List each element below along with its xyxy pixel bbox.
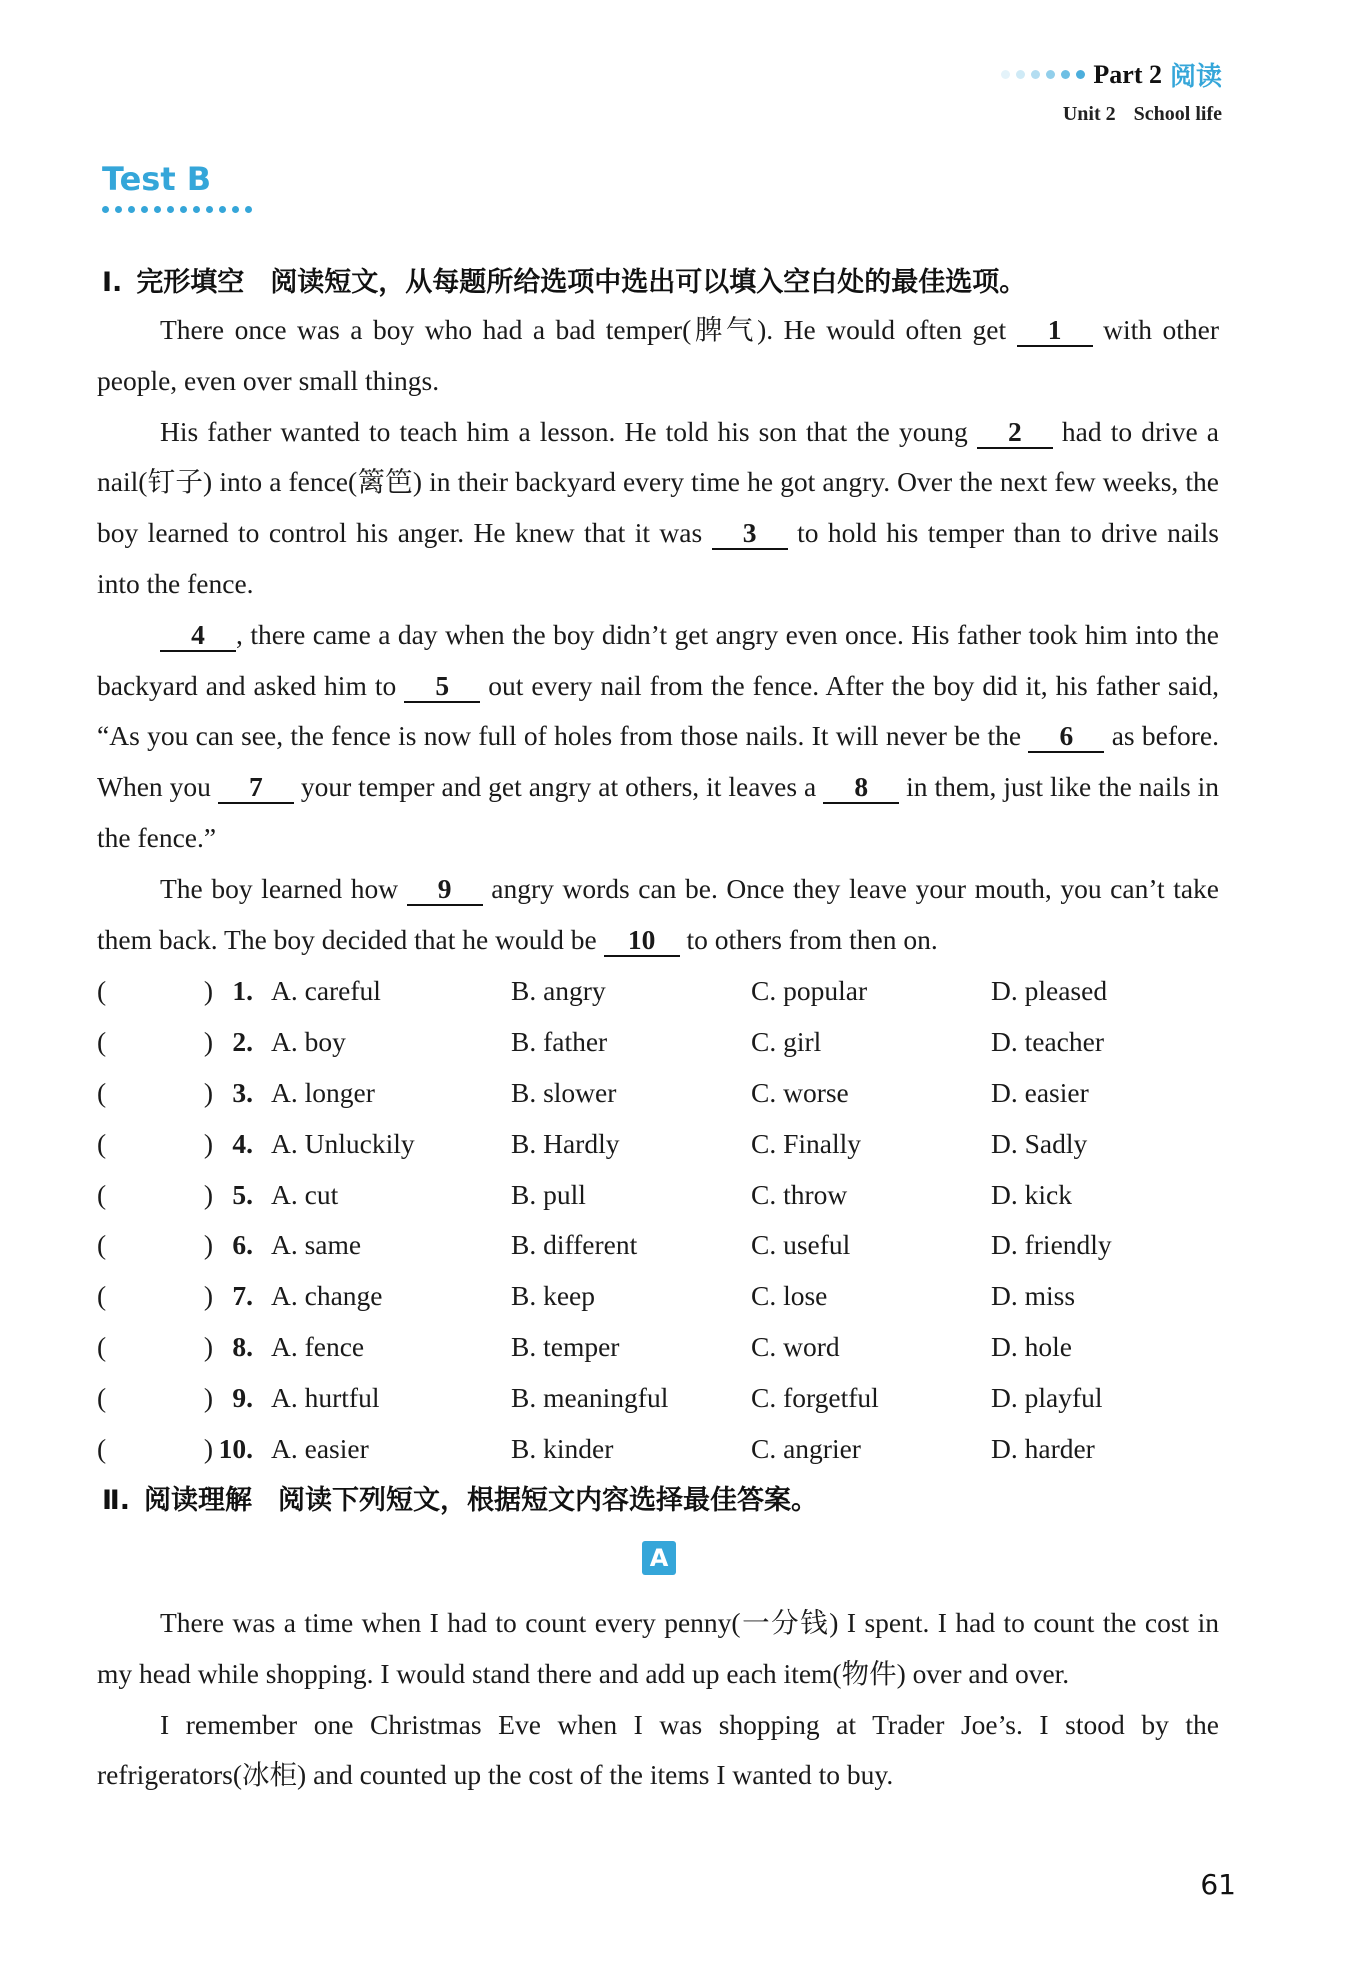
decorative-dots	[1001, 70, 1085, 79]
option-b[interactable]: B. father	[511, 1026, 608, 1058]
unit-number: Unit 2	[1062, 103, 1116, 125]
question-number: 8.	[232, 1330, 253, 1362]
blank-3[interactable]: 3	[712, 518, 788, 550]
option-c[interactable]: C. useful	[751, 1229, 851, 1261]
option-a[interactable]: A. careful	[271, 975, 381, 1007]
option-a[interactable]: A. hurtful	[271, 1381, 380, 1413]
answer-box[interactable]: ( )	[97, 1026, 213, 1058]
question-number: 10.	[218, 1432, 253, 1464]
option-d[interactable]: D. kick	[991, 1178, 1072, 1210]
option-d[interactable]: D. hole	[991, 1330, 1072, 1362]
question-number: 4.	[232, 1127, 253, 1159]
option-d[interactable]: D. miss	[991, 1280, 1076, 1312]
question-number: 3.	[232, 1076, 253, 1108]
cloze-paragraph-1: There once was a boy who had a bad temper(脾气). He would often get 1 with other people, even over small things.	[97, 314, 1220, 396]
blank-5[interactable]: 5	[404, 671, 480, 703]
option-b[interactable]: B. meaningful	[511, 1381, 669, 1413]
answer-box[interactable]: ( )	[97, 975, 213, 1007]
passage-a-paragraph-1: There was a time when I had to count every penny(一分钱) I spent. I had to count the cost in my head while shopping. I would stand there and add up each item(物件) over and over.	[97, 1607, 1219, 1689]
question-row	[97, 1220, 1227, 1271]
question-row	[97, 1322, 1227, 1373]
option-a[interactable]: A. change	[271, 1280, 383, 1312]
section-name: 阅读理解	[144, 1485, 253, 1516]
option-c[interactable]: C. popular	[751, 975, 868, 1007]
option-c[interactable]: C. angrier	[751, 1432, 861, 1464]
question-row	[97, 1372, 1227, 1423]
section-number: Ⅱ.	[102, 1485, 131, 1516]
question-row	[97, 1271, 1227, 1322]
option-b[interactable]: B. temper	[511, 1330, 620, 1362]
section-number: Ⅰ.	[102, 267, 123, 298]
question-number: 6.	[232, 1229, 253, 1261]
question-number: 1.	[232, 975, 253, 1007]
question-number: 2.	[232, 1026, 253, 1058]
answer-box[interactable]: ( )	[97, 1178, 213, 1210]
option-d[interactable]: D. Sadly	[991, 1127, 1088, 1159]
option-a[interactable]: A. Unluckily	[271, 1127, 415, 1159]
section-2-heading	[102, 1478, 818, 1517]
unit-title: School life	[1133, 103, 1222, 125]
title-underline-dots	[102, 206, 252, 213]
option-c[interactable]: C. throw	[751, 1178, 848, 1210]
part-chinese-label: 阅读	[1169, 62, 1222, 92]
question-row	[97, 1068, 1227, 1119]
option-a[interactable]: A. boy	[271, 1026, 346, 1058]
option-c[interactable]: C. word	[751, 1330, 840, 1362]
blank-6[interactable]: 6	[1028, 721, 1104, 753]
test-heading	[102, 160, 252, 213]
passage-a-badge: A	[642, 1541, 676, 1575]
section-1-heading	[102, 260, 1026, 299]
option-d[interactable]: D. easier	[991, 1076, 1089, 1108]
question-row	[97, 1423, 1227, 1474]
question-row	[97, 1017, 1227, 1068]
page-number: 61	[1200, 1868, 1236, 1901]
question-number: 5.	[232, 1178, 253, 1210]
option-b[interactable]: B. angry	[511, 975, 606, 1007]
blank-1[interactable]: 1	[1017, 315, 1093, 347]
option-d[interactable]: D. teacher	[991, 1026, 1104, 1058]
option-a[interactable]: A. cut	[271, 1178, 339, 1210]
question-number: 9.	[232, 1381, 253, 1413]
option-a[interactable]: A. longer	[271, 1076, 375, 1108]
blank-8[interactable]: 8	[823, 772, 899, 804]
blank-10[interactable]: 10	[604, 925, 680, 957]
cloze-paragraph-4: The boy learned how 9 angry words can be. Once they leave your mouth, you can’t take them back. The boy decided that he would be 10 to others from then on.	[97, 872, 1220, 955]
question-row	[97, 1169, 1227, 1220]
answer-box[interactable]: ( )	[97, 1076, 213, 1108]
answer-box[interactable]: ( )	[97, 1127, 213, 1159]
passage-a-paragraph-2: I remember one Christmas Eve when I was shopping at Trader Joe’s. I stood by the refrigerators(冰柜) and counted up the cost of the items I wanted to buy.	[97, 1708, 1219, 1791]
option-c[interactable]: C. worse	[751, 1076, 849, 1108]
option-a[interactable]: A. same	[271, 1229, 362, 1261]
option-b[interactable]: B. Hardly	[511, 1127, 620, 1159]
option-b[interactable]: B. slower	[511, 1076, 617, 1108]
option-d[interactable]: D. playful	[991, 1381, 1103, 1413]
blank-9[interactable]: 9	[407, 874, 483, 906]
blank-2[interactable]: 2	[977, 417, 1053, 449]
option-b[interactable]: B. keep	[511, 1280, 596, 1312]
answer-box[interactable]: ( )	[97, 1381, 213, 1413]
answer-box[interactable]: ( )	[97, 1229, 213, 1261]
question-row	[97, 1118, 1227, 1169]
section-instruction: 阅读下列短文，根据短文内容选择最佳答案。	[278, 1485, 819, 1516]
section-instruction: 阅读短文，从每题所给选项中选出可以填入空白处的最佳选项。	[270, 267, 1027, 298]
reading-passage-a	[97, 1598, 1219, 1801]
blank-4[interactable]: 4	[160, 620, 236, 652]
cloze-passage	[97, 305, 1219, 965]
option-c[interactable]: C. forgetful	[751, 1381, 879, 1413]
unit-label	[1001, 103, 1222, 126]
option-a[interactable]: A. easier	[271, 1432, 369, 1464]
cloze-paragraph-3: 4 , there came a day when the boy didn’t get angry even once. His father took him into the backyard and asked him to 5 out every nail from the fence. After the boy did it, his father said, “As you can see, the fence is now full of holes from those nails. It will never be the 6 as before. When you 7 your temper and get angry at others, it leaves a 8 in them, just like the nails in the fence.”	[97, 618, 1220, 853]
question-number: 7.	[232, 1280, 253, 1312]
page-header	[1001, 56, 1222, 126]
option-b[interactable]: B. pull	[511, 1178, 586, 1210]
option-c[interactable]: C. lose	[751, 1280, 828, 1312]
option-b[interactable]: B. kinder	[511, 1432, 614, 1464]
option-b[interactable]: B. different	[511, 1229, 638, 1261]
option-c[interactable]: C. girl	[751, 1026, 822, 1058]
blank-7[interactable]: 7	[218, 772, 294, 804]
option-d[interactable]: D. harder	[991, 1432, 1095, 1464]
test-title: Test B	[102, 160, 212, 198]
question-row	[97, 966, 1227, 1017]
answer-box[interactable]: ( )	[97, 1330, 213, 1362]
option-d[interactable]: D. friendly	[991, 1229, 1112, 1261]
cloze-paragraph-2: His father wanted to teach him a lesson. He told his son that the young 2 had to drive a nail(钉子) into a fence(篱笆) in their backyard every time he got angry. Over the next few weeks, the boy learned to control his anger. He knew that it was 3 to hold his temper than to drive nails into the fence.	[97, 415, 1220, 599]
answer-box[interactable]: ( )	[97, 1280, 213, 1312]
section-name: 完形填空	[136, 267, 245, 298]
option-d[interactable]: D. pleased	[991, 975, 1108, 1007]
answer-box[interactable]: ( )	[97, 1432, 213, 1464]
option-a[interactable]: A. fence	[271, 1330, 365, 1362]
part-label: Part 2	[1093, 59, 1162, 89]
question-list	[97, 966, 1227, 1474]
option-c[interactable]: C. Finally	[751, 1127, 862, 1159]
